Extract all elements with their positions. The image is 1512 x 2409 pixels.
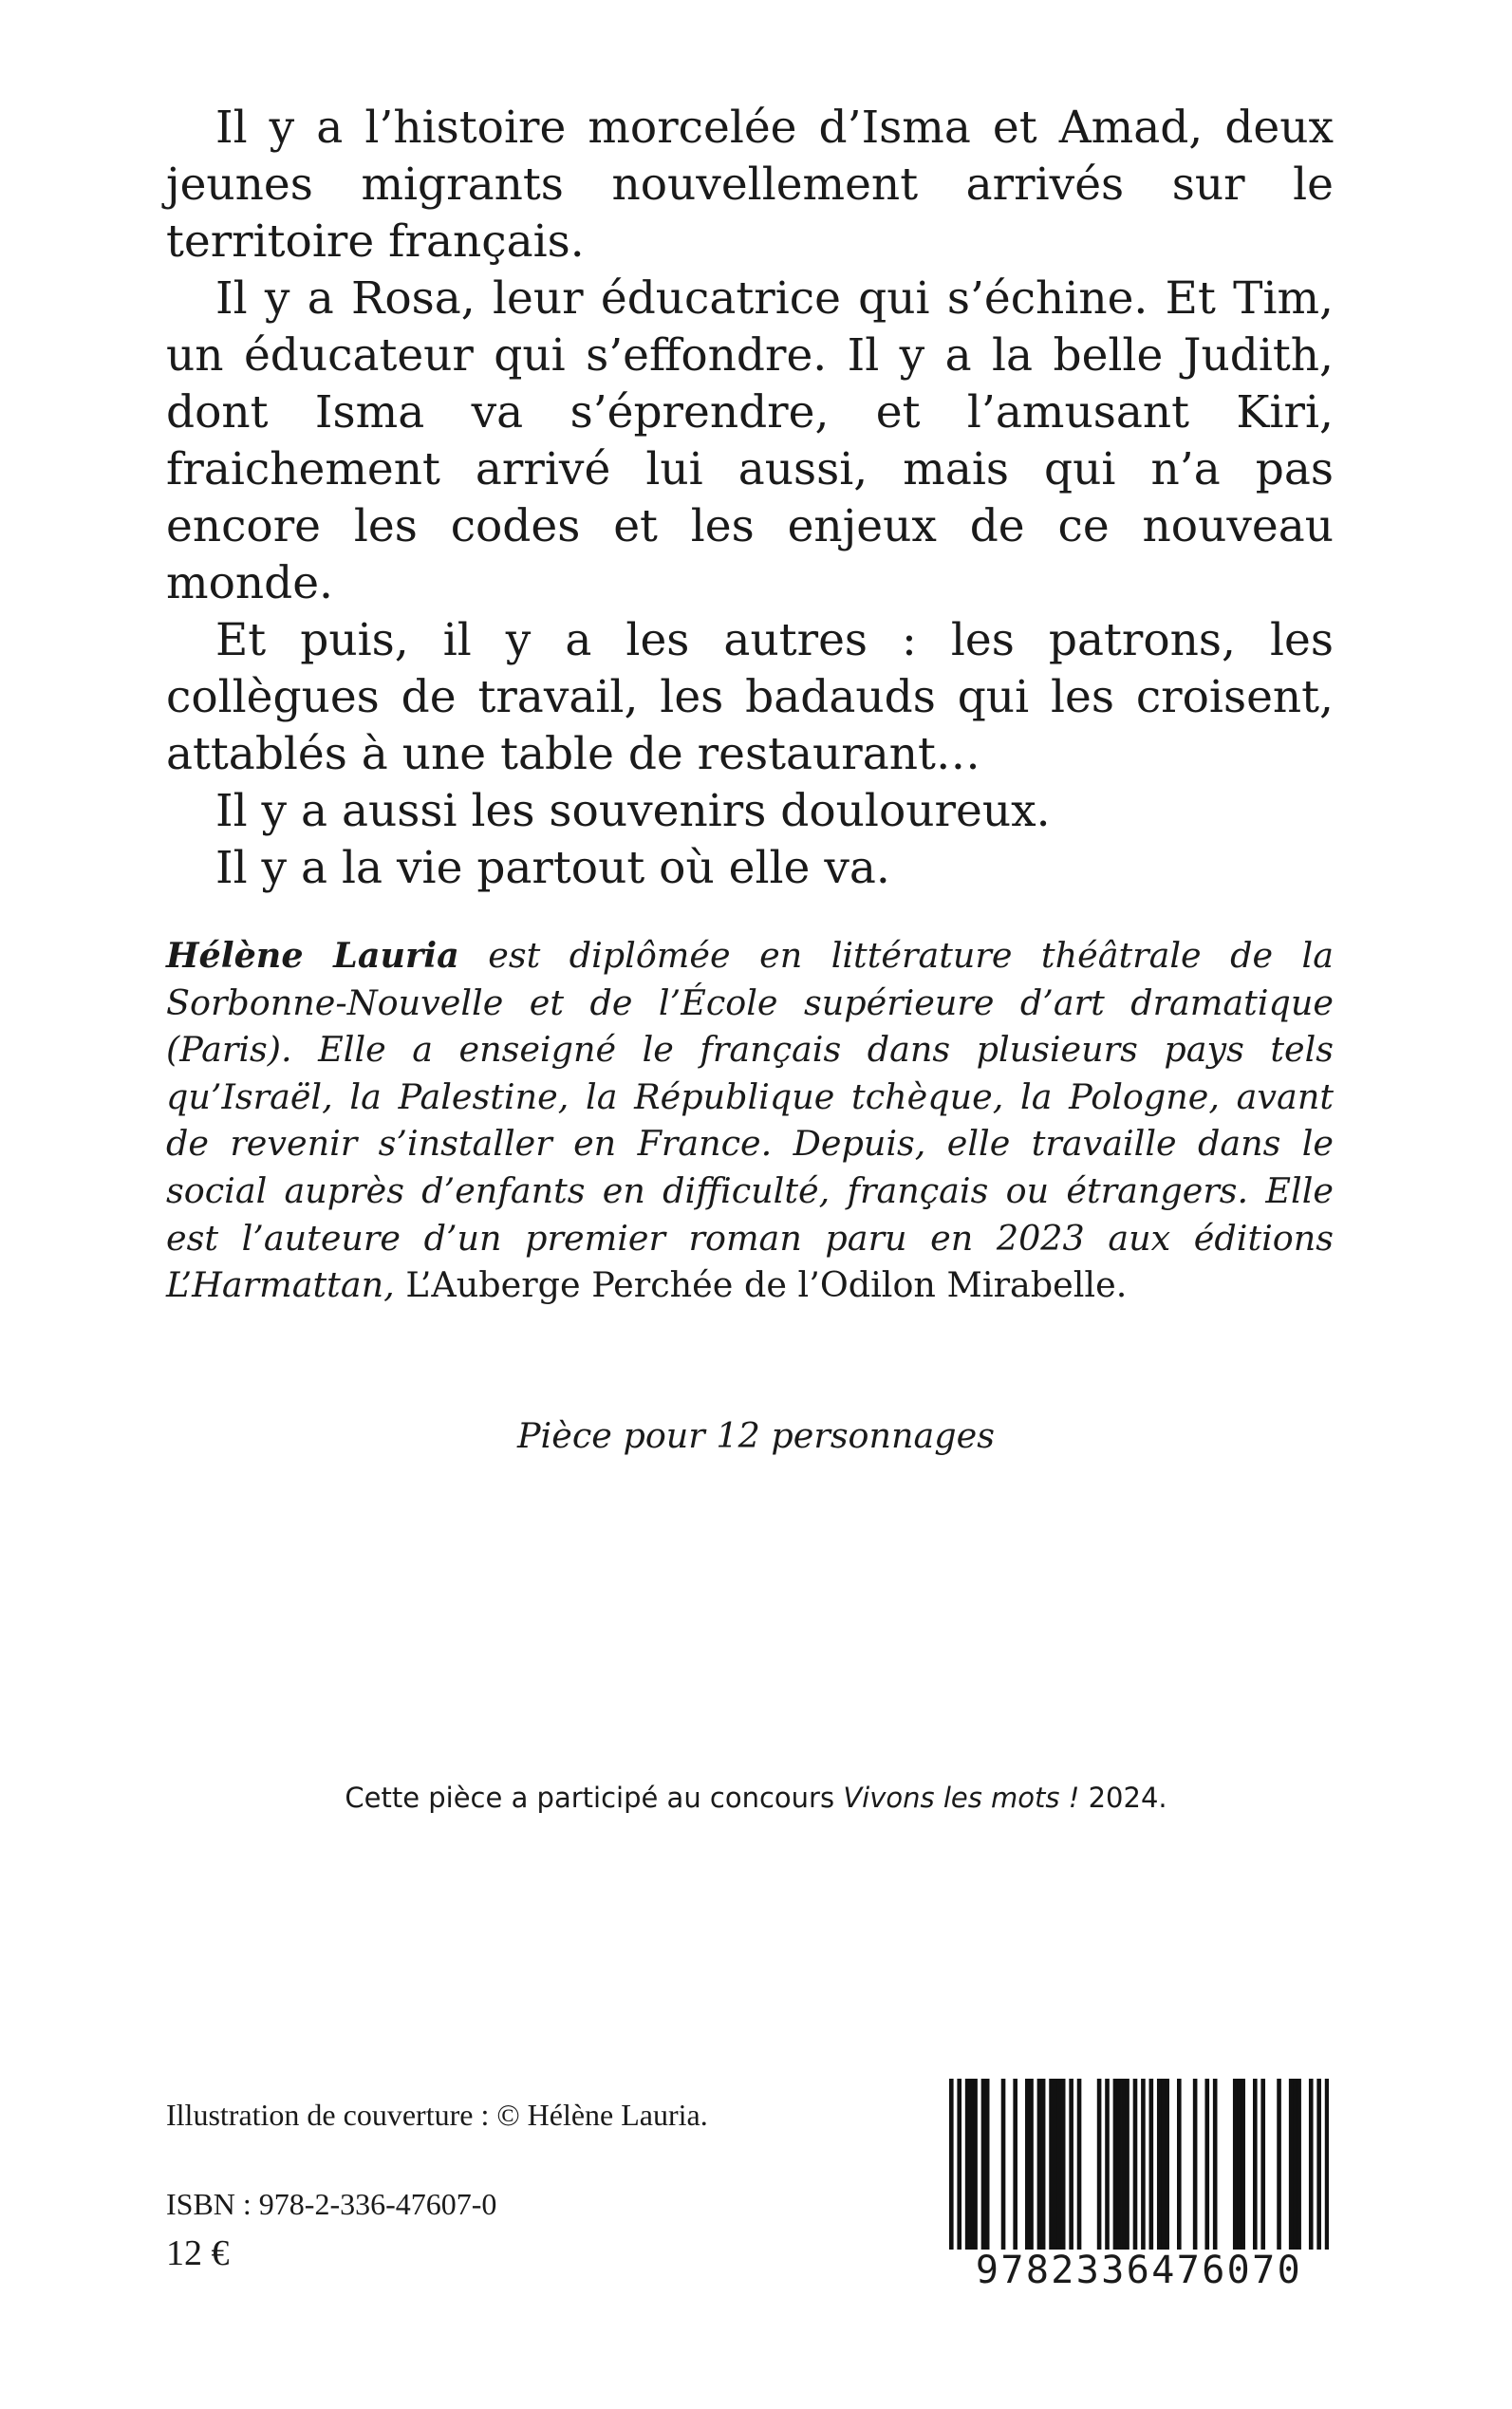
barcode-bar — [1013, 2079, 1017, 2250]
barcode-bar — [1309, 2079, 1314, 2250]
barcode-bar — [1113, 2079, 1118, 2250]
barcode-bar — [1325, 2079, 1329, 2250]
barcode-bar — [1293, 2079, 1297, 2250]
barcode-bar — [1297, 2079, 1301, 2250]
barcode-bar — [1260, 2079, 1265, 2250]
barcode-bar — [1165, 2079, 1169, 2250]
barcode-bar — [1237, 2079, 1241, 2250]
barcode-bar — [1077, 2079, 1082, 2250]
barcode-bar — [1125, 2079, 1129, 2250]
barcode-bar — [981, 2079, 986, 2250]
barcode-bar — [1049, 2079, 1054, 2250]
synopsis-paragraph: Il y a aussi les souvenirs douloureux. — [215, 785, 1051, 837]
price: 12 € — [166, 2233, 230, 2273]
barcode-bar — [957, 2079, 961, 2250]
barcode-bar — [1177, 2079, 1182, 2250]
contest-note — [0, 1779, 1512, 1817]
synopsis-paragraph: Il y a Rosa, leur éducatrice qui s’échine. Et Tim, un éducateur qui s’effondre. Il y a la belle Judith, dont Isma va s’éprendre, et l’amusant Kiri, fraichement arrivé lui aussi, mais qui n’a pas encore les codes et les enjeux de ce nouveau monde. — [166, 272, 1334, 609]
synopsis-paragraph: Et puis, il y a les autres : les patrons, les collègues de travail, les badauds qui les croisent, attablés à une table de restaurant… — [166, 614, 1334, 780]
barcode-bar — [969, 2079, 974, 2250]
barcode-bars — [949, 2079, 1329, 2250]
barcode-bar — [973, 2079, 978, 2250]
author-bio — [166, 932, 1334, 1309]
isbn: ISBN : 978-2-336-47607-0 — [166, 2187, 497, 2221]
barcode-bar — [1061, 2079, 1066, 2250]
barcode-bar — [1161, 2079, 1166, 2250]
barcode-bar — [1057, 2079, 1062, 2250]
barcode-bar — [1121, 2079, 1126, 2250]
cast-size-line: Pièce pour 12 personnages — [516, 1415, 995, 1456]
barcode-bar — [1053, 2079, 1057, 2250]
barcode-bar — [1157, 2079, 1162, 2250]
contest-suffix: 2024. — [1079, 1782, 1167, 1814]
barcode-bar — [1037, 2079, 1042, 2250]
barcode-bar — [1233, 2079, 1238, 2250]
author-name: Hélène Lauria — [166, 935, 459, 976]
barcode-bar — [1204, 2079, 1209, 2250]
author-bio-text: est diplômée en littérature théâtrale de la Sorbonne-Nouvelle et de l’École supérieure d’art dramatique (Paris). Elle a enseigné le français dans plusieurs pays tels qu’Israël, la Palestine, la République tchèque, la Pologne, avant de revenir s’installer en France. Depuis, elle travaille dans le social auprès d’enfants en difficulté, français ou étrangers. Elle est l’auteure d’un premier roman paru en 2023 aux éditions L’Harmattan, — [166, 935, 1334, 1306]
barcode-bar — [1097, 2079, 1102, 2250]
barcode-bar — [1025, 2079, 1030, 2250]
barcode-bar — [1149, 2079, 1154, 2250]
cover-credit: Illustration de couverture : © Hélène Lauria. — [166, 2098, 708, 2132]
book-title: L’Auberge Perchée de l’Odilon Mirabelle. — [405, 1264, 1128, 1306]
barcode-bar — [949, 2079, 954, 2250]
barcode-digits: 9782336476070 — [975, 2249, 1303, 2292]
synopsis-paragraph: Il y a la vie partout où elle va. — [215, 842, 890, 894]
barcode-bar — [1213, 2079, 1218, 2250]
barcode-bar — [1133, 2079, 1138, 2250]
barcode-bar — [1316, 2079, 1321, 2250]
contest-name: Vivons les mots ! — [843, 1782, 1080, 1814]
barcode-bar — [1117, 2079, 1122, 2250]
barcode-bar — [1289, 2079, 1294, 2250]
synopsis — [166, 100, 1334, 897]
barcode-bar — [1277, 2079, 1281, 2250]
barcode — [949, 2079, 1329, 2292]
contest-prefix: Cette pièce a participé au concours — [345, 1782, 844, 1814]
barcode-bar — [1029, 2079, 1034, 2250]
barcode-bar — [1141, 2079, 1146, 2250]
barcode-bar — [1241, 2079, 1245, 2250]
barcode-bar — [985, 2079, 990, 2250]
barcode-bar — [965, 2079, 970, 2250]
barcode-bar — [1193, 2079, 1198, 2250]
barcode-bar — [1069, 2079, 1073, 2250]
barcode-bar — [1041, 2079, 1046, 2250]
barcode-bar — [1105, 2079, 1110, 2250]
barcode-bar — [1253, 2079, 1258, 2250]
barcode-bar — [1001, 2079, 1006, 2250]
synopsis-paragraph: Il y a l’histoire morcelée d’Isma et Amad, deux jeunes migrants nouvellement arrivés sur le territoire français. — [166, 102, 1334, 268]
